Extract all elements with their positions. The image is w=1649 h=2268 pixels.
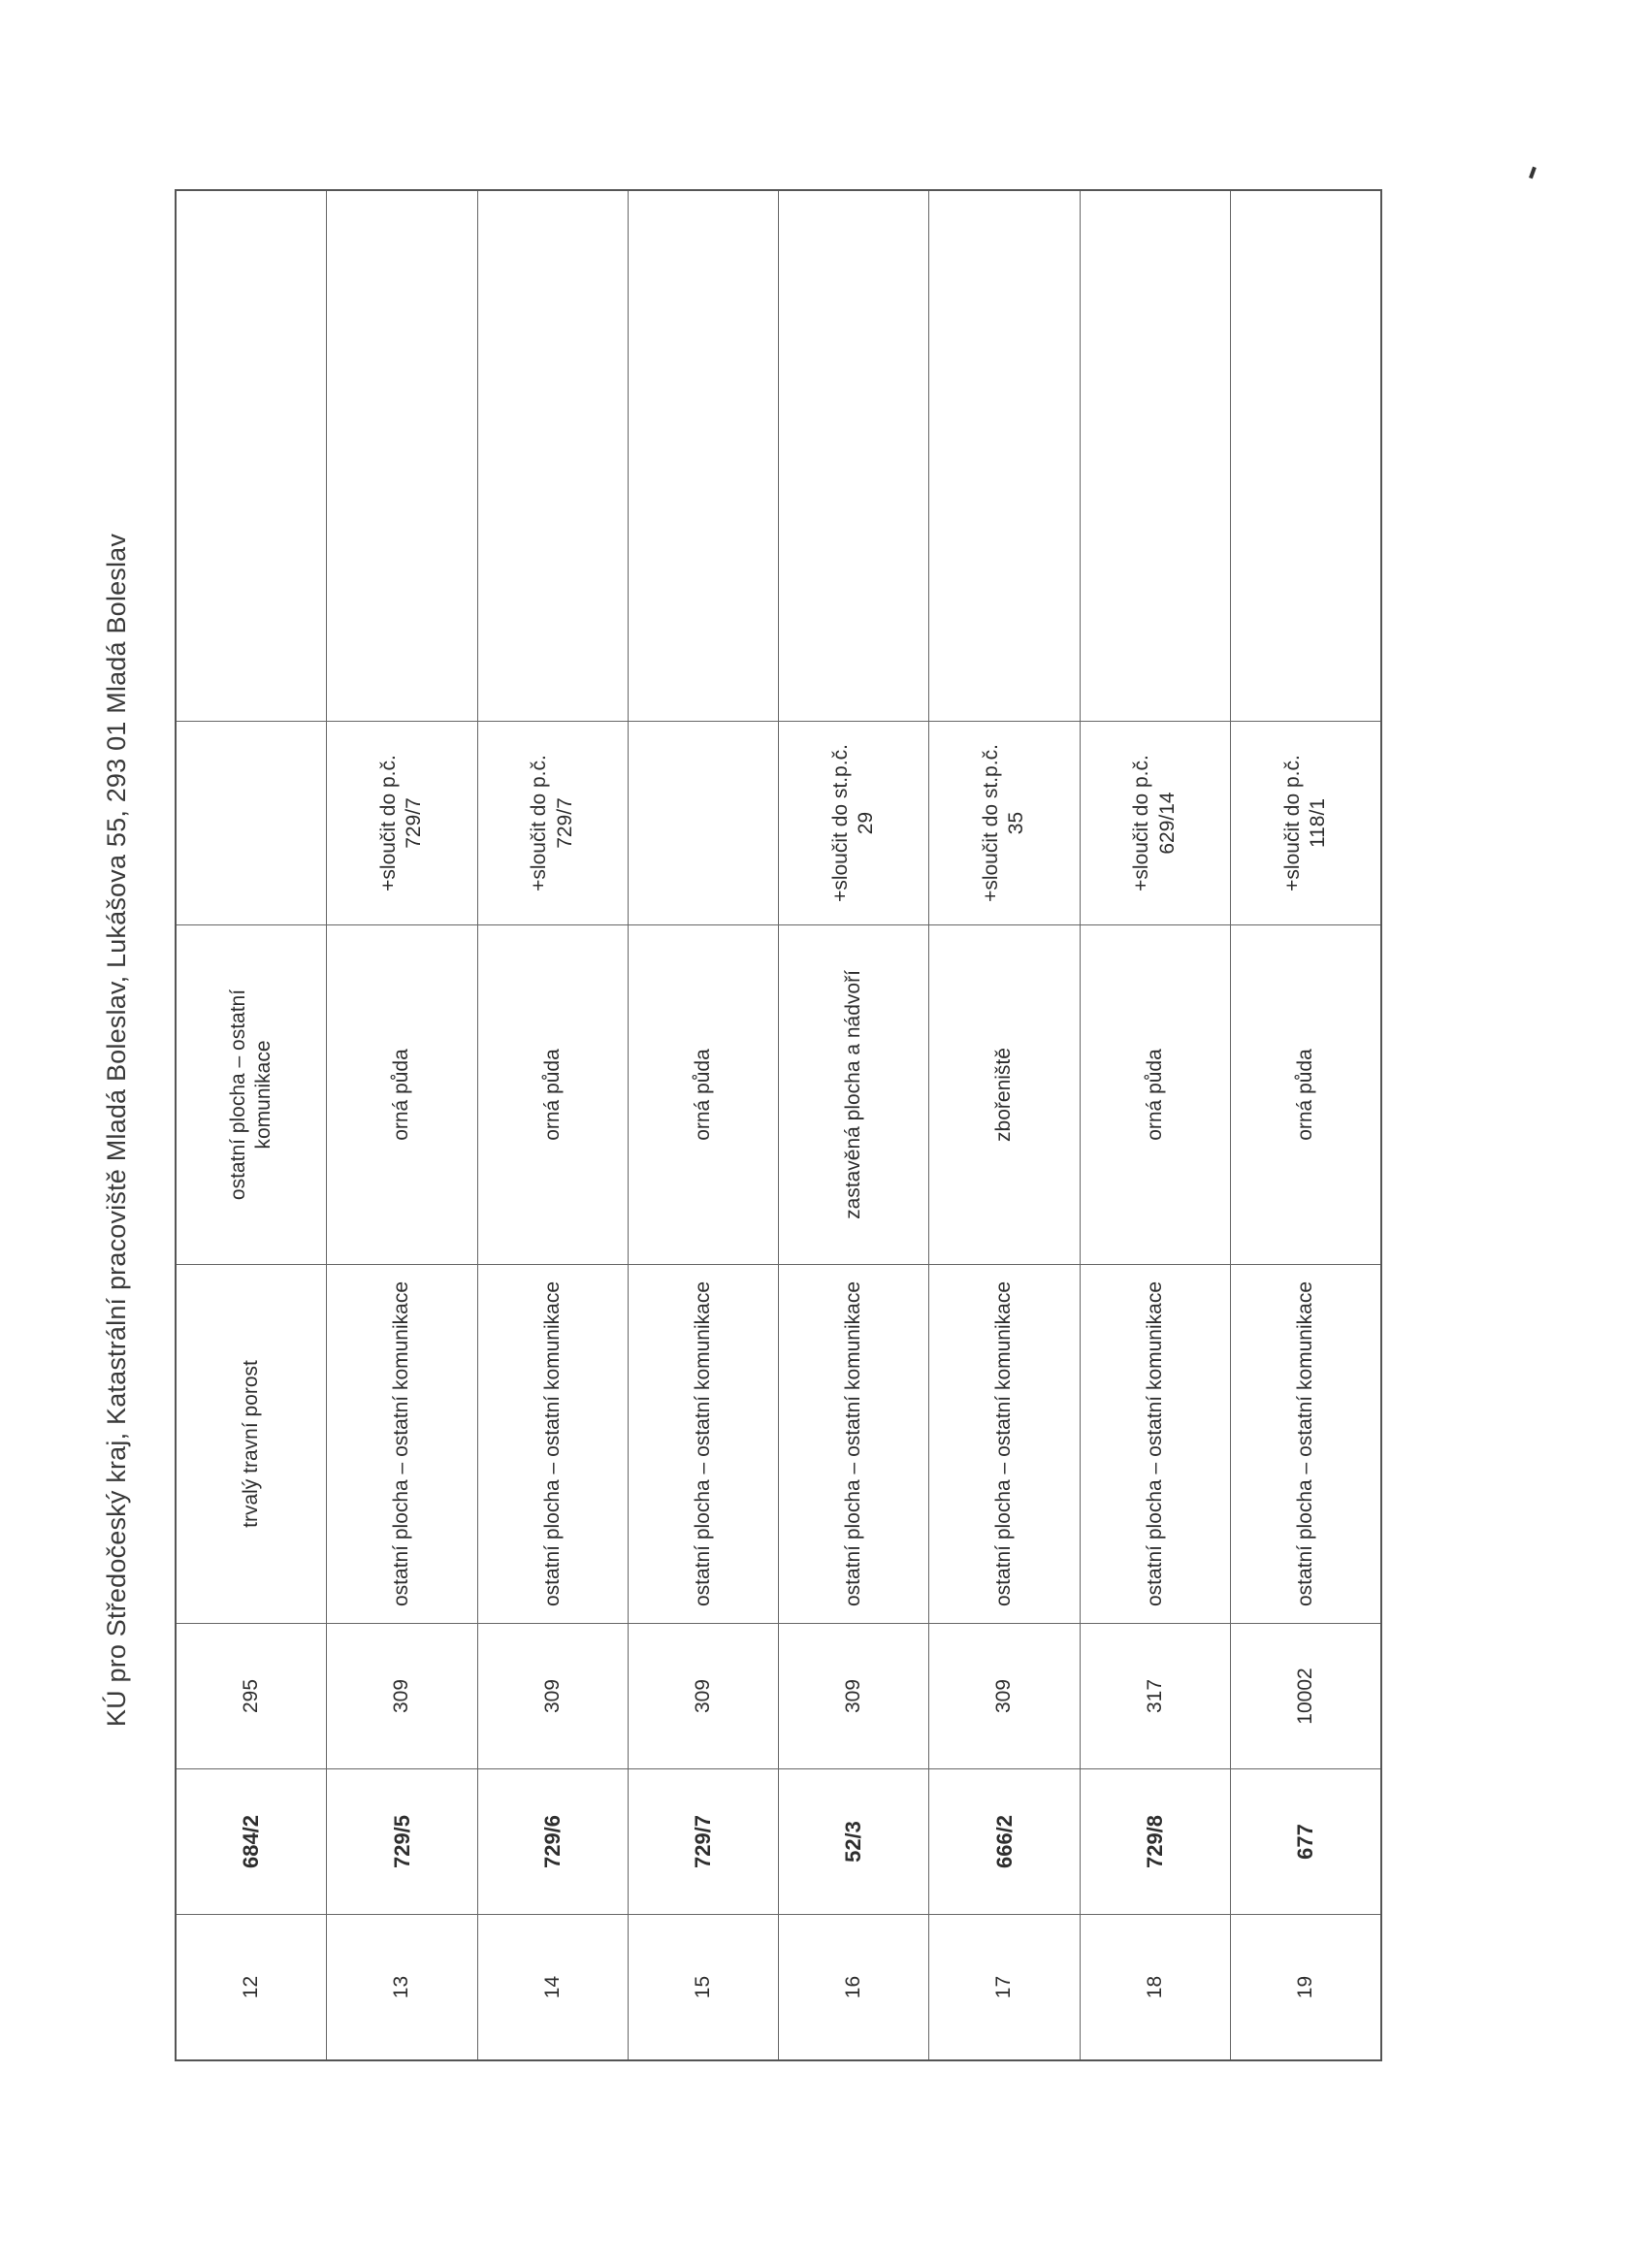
empty-cell — [779, 191, 928, 721]
current-land-type: ostatní plocha – ostatní komunikace — [1231, 1264, 1380, 1623]
new-land-type: orná půda — [478, 924, 628, 1264]
lv-number: 309 — [779, 1623, 928, 1768]
table-row — [1231, 191, 1380, 2059]
row-number: 15 — [629, 1914, 778, 2059]
parcel-number: 729/6 — [478, 1768, 628, 1914]
merge-note — [177, 721, 326, 924]
new-land-type: orná půda — [1231, 924, 1380, 1264]
row-number: 16 — [779, 1914, 928, 2059]
parcel-number: 729/8 — [1081, 1768, 1230, 1914]
empty-cell — [929, 191, 1079, 721]
table-row — [779, 191, 929, 2059]
lv-number: 309 — [327, 1623, 476, 1768]
empty-cell — [629, 191, 778, 721]
new-land-type: orná půda — [629, 924, 778, 1264]
office-header: KÚ pro Středočeský kraj, Katastrální pracoviště Mladá Boleslav, Lukášova 55, 293 01 Mladá Boleslav — [102, 533, 131, 1728]
table-row — [177, 191, 327, 2059]
current-land-type: ostatní plocha – ostatní komunikace — [1081, 1264, 1230, 1623]
merge-note: +sloučit do p.č. 629/14 — [1081, 721, 1230, 924]
lv-number: 295 — [177, 1623, 326, 1768]
table-row — [929, 191, 1080, 2059]
row-number: 13 — [327, 1914, 476, 2059]
current-land-type: ostatní plocha – ostatní komunikace — [929, 1264, 1079, 1623]
row-number: 17 — [929, 1914, 1079, 2059]
parcel-table — [175, 189, 1382, 2061]
row-number: 19 — [1231, 1914, 1380, 2059]
lv-number: 309 — [629, 1623, 778, 1768]
empty-cell — [177, 191, 326, 721]
new-land-type: orná půda — [327, 924, 476, 1264]
lv-number: 10002 — [1231, 1623, 1380, 1768]
row-number: 12 — [177, 1914, 326, 2059]
empty-cell — [1081, 191, 1230, 721]
table-row — [629, 191, 779, 2059]
new-land-type: orná půda — [1081, 924, 1230, 1264]
parcel-number: 729/5 — [327, 1768, 476, 1914]
new-land-type: zastavěná plocha a nádvoří — [779, 924, 928, 1264]
merge-note — [629, 721, 778, 924]
merge-note: +sloučit do st.p.č. 35 — [929, 721, 1079, 924]
table-row — [1081, 191, 1231, 2059]
table-row — [478, 191, 629, 2059]
current-land-type: ostatní plocha – ostatní komunikace — [327, 1264, 476, 1623]
current-land-type: ostatní plocha – ostatní komunikace — [779, 1264, 928, 1623]
new-land-type: ostatní plocha – ostatní komunikace — [177, 924, 326, 1264]
merge-note: +sloučit do p.č. 118/1 — [1231, 721, 1380, 924]
parcel-number: 52/3 — [779, 1768, 928, 1914]
table-row — [327, 191, 477, 2059]
lv-number: 317 — [1081, 1623, 1230, 1768]
current-land-type: trvalý travní porost — [177, 1264, 326, 1623]
new-land-type: zbořeniště — [929, 924, 1079, 1264]
parcel-number: 666/2 — [929, 1768, 1079, 1914]
merge-note: +sloučit do st.p.č. 29 — [779, 721, 928, 924]
merge-note: +sloučit do p.č. 729/7 — [327, 721, 476, 924]
row-number: 18 — [1081, 1914, 1230, 2059]
row-number: 14 — [478, 1914, 628, 2059]
rotated-content — [82, 170, 1382, 2090]
empty-cell — [327, 191, 476, 721]
empty-cell — [478, 191, 628, 721]
parcel-number: 677 — [1231, 1768, 1380, 1914]
lv-number: 309 — [929, 1623, 1079, 1768]
parcel-number: 729/7 — [629, 1768, 778, 1914]
current-land-type: ostatní plocha – ostatní komunikace — [629, 1264, 778, 1623]
current-land-type: ostatní plocha – ostatní komunikace — [478, 1264, 628, 1623]
scan-mark — [1529, 167, 1536, 179]
parcel-number: 684/2 — [177, 1768, 326, 1914]
merge-note: +sloučit do p.č. 729/7 — [478, 721, 628, 924]
lv-number: 309 — [478, 1623, 628, 1768]
empty-cell — [1231, 191, 1380, 721]
